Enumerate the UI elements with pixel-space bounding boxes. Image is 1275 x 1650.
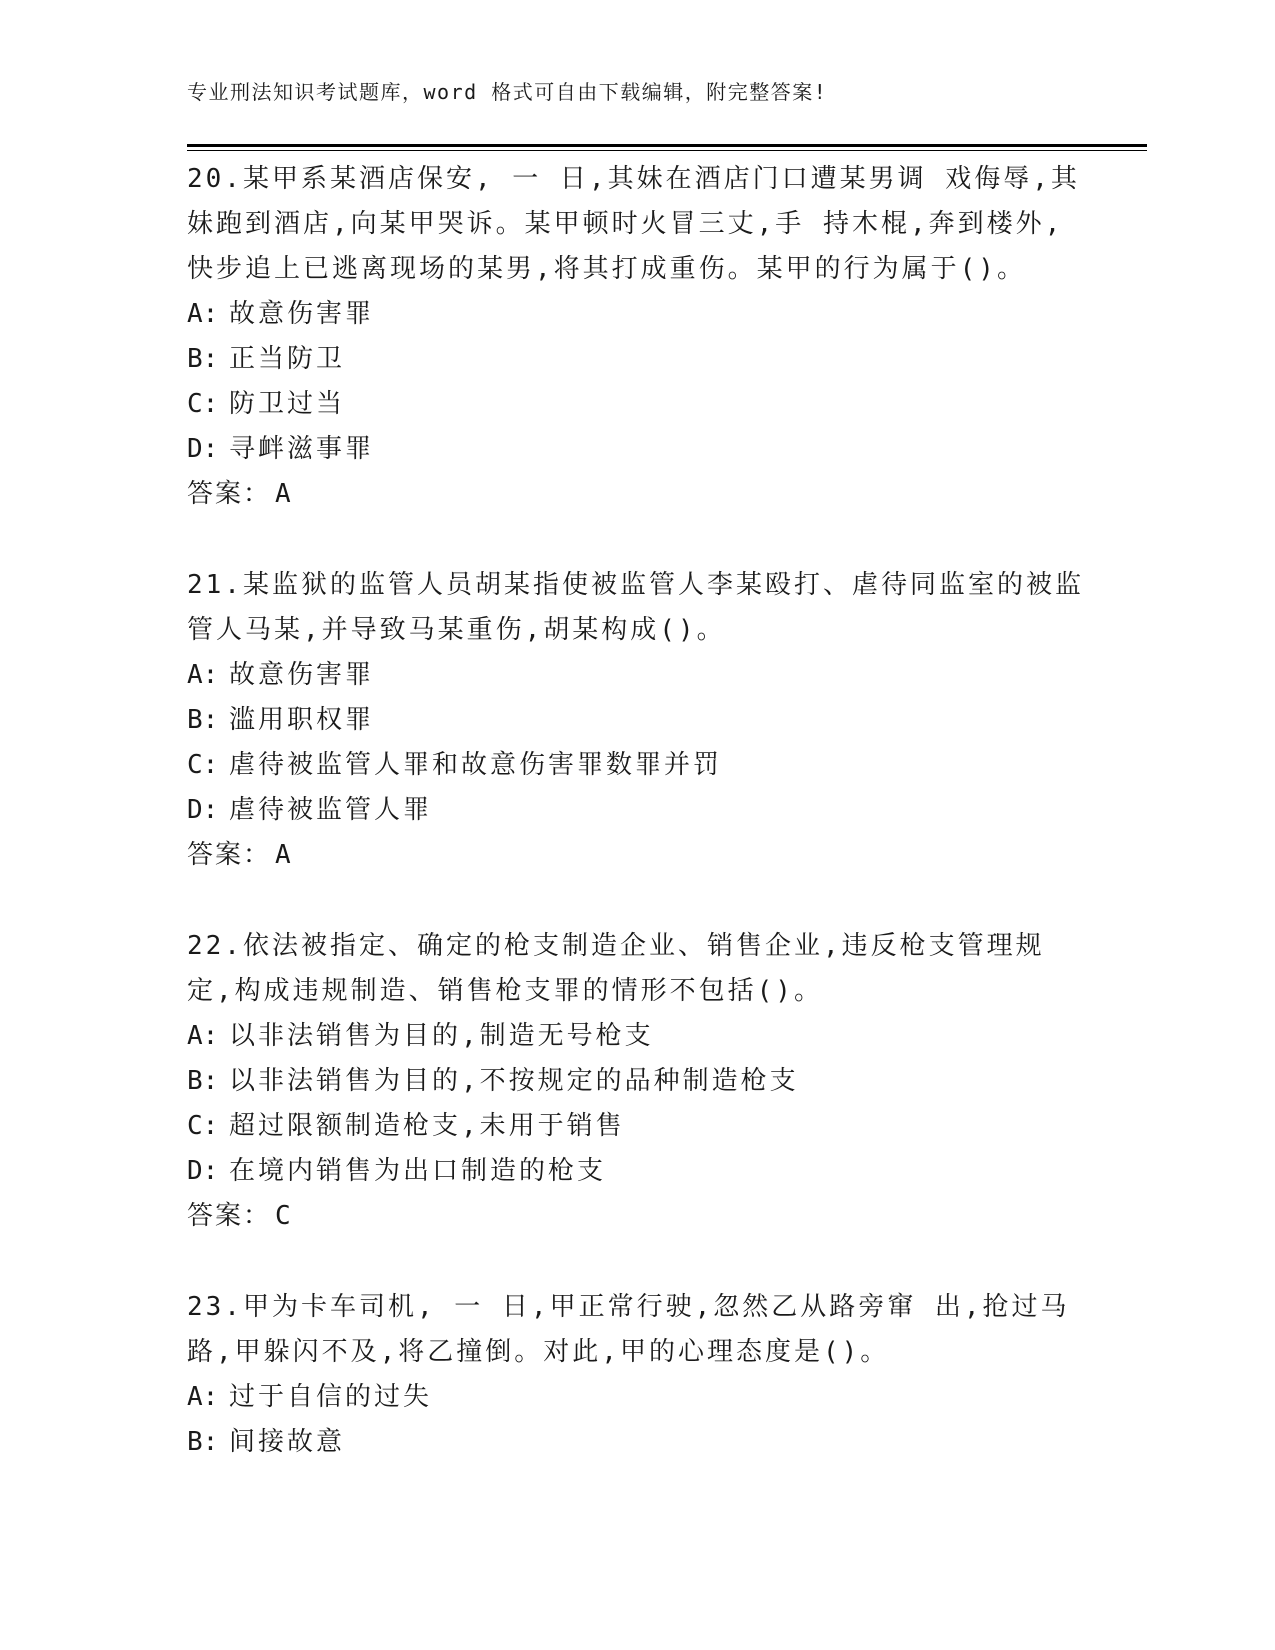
option-c bbox=[187, 743, 1087, 788]
answer-line bbox=[187, 833, 1087, 878]
question-stem: 23.甲为卡车司机, 一 日,甲正常行驶,忽然乙从路旁窜 出,抢过马路,甲躲闪不及,将乙撞倒。对此,甲的心理态度是()。 bbox=[187, 1292, 1070, 1367]
option-a bbox=[187, 292, 1087, 337]
option-text: 寻衅滋事罪 bbox=[229, 434, 375, 464]
option-letter: B: bbox=[187, 1427, 219, 1457]
option-d bbox=[187, 427, 1087, 472]
option-letter: C: bbox=[187, 750, 219, 780]
answer-label: 答案： bbox=[187, 1201, 272, 1231]
option-b bbox=[187, 1059, 1087, 1104]
question-23 bbox=[187, 1285, 1087, 1465]
option-text: 故意伤害罪 bbox=[229, 299, 375, 329]
option-text: 过于自信的过失 bbox=[229, 1382, 433, 1412]
option-letter: C: bbox=[187, 389, 219, 419]
header-note: 专业刑法知识考试题库，word 格式可自由下载编辑，附完整答案! bbox=[187, 80, 828, 104]
option-text: 超过限额制造枪支,未用于销售 bbox=[229, 1111, 625, 1141]
option-letter: C: bbox=[187, 1111, 219, 1141]
option-c bbox=[187, 382, 1087, 427]
answer-value: A bbox=[275, 479, 291, 509]
option-b bbox=[187, 1420, 1087, 1465]
option-a bbox=[187, 1375, 1087, 1420]
option-a bbox=[187, 1014, 1087, 1059]
option-text: 滥用职权罪 bbox=[229, 705, 375, 735]
option-letter: A: bbox=[187, 299, 219, 329]
option-d bbox=[187, 1149, 1087, 1194]
option-letter: B: bbox=[187, 344, 219, 374]
option-letter: A: bbox=[187, 1382, 219, 1412]
option-letter: B: bbox=[187, 705, 219, 735]
header-rule-thin bbox=[187, 150, 1147, 151]
option-text: 间接故意 bbox=[229, 1427, 346, 1457]
option-letter: D: bbox=[187, 795, 219, 825]
option-text: 以非法销售为目的,不按规定的品种制造枪支 bbox=[229, 1066, 799, 1096]
option-letter: A: bbox=[187, 1021, 219, 1051]
option-letter: D: bbox=[187, 434, 219, 464]
option-text: 故意伤害罪 bbox=[229, 660, 375, 690]
option-text: 虐待被监管人罪 bbox=[229, 795, 433, 825]
option-text: 以非法销售为目的,制造无号枪支 bbox=[229, 1021, 654, 1051]
option-letter: A: bbox=[187, 660, 219, 690]
option-text: 虐待被监管人罪和故意伤害罪数罪并罚 bbox=[229, 750, 723, 780]
answer-label: 答案： bbox=[187, 840, 272, 870]
question-stem: 20.某甲系某酒店保安, 一 日,其妹在酒店门口遭某男调 戏侮辱,其妹跑到酒店,向某甲哭诉。某甲顿时火冒三丈,手 持木棍,奔到楼外,快步追上已逃离现场的某男,将其打成重伤。某甲的行为属于()。 bbox=[187, 164, 1080, 284]
header-rule-thick bbox=[187, 144, 1147, 147]
option-d bbox=[187, 788, 1087, 833]
question-list bbox=[187, 157, 1087, 1465]
question-stem: 22.依法被指定、确定的枪支制造企业、销售企业,违反枪支管理规定,构成违规制造、销售枪支罪的情形不包括()。 bbox=[187, 931, 1045, 1006]
option-b bbox=[187, 337, 1087, 382]
option-text: 防卫过当 bbox=[229, 389, 346, 419]
option-letter: B: bbox=[187, 1066, 219, 1096]
question-stem: 21.某监狱的监管人员胡某指使被监管人李某殴打、虐待同监室的被监管人马某,并导致马某重伤,胡某构成()。 bbox=[187, 570, 1084, 645]
option-a bbox=[187, 653, 1087, 698]
option-c bbox=[187, 1104, 1087, 1149]
answer-line bbox=[187, 472, 1087, 517]
answer-label: 答案： bbox=[187, 479, 272, 509]
question-21 bbox=[187, 563, 1087, 878]
question-22 bbox=[187, 924, 1087, 1239]
answer-line bbox=[187, 1194, 1087, 1239]
option-text: 在境内销售为出口制造的枪支 bbox=[229, 1156, 607, 1186]
option-text: 正当防卫 bbox=[229, 344, 346, 374]
answer-value: A bbox=[275, 840, 291, 870]
option-letter: D: bbox=[187, 1156, 219, 1186]
question-20 bbox=[187, 157, 1087, 517]
option-b bbox=[187, 698, 1087, 743]
answer-value: C bbox=[275, 1201, 291, 1231]
